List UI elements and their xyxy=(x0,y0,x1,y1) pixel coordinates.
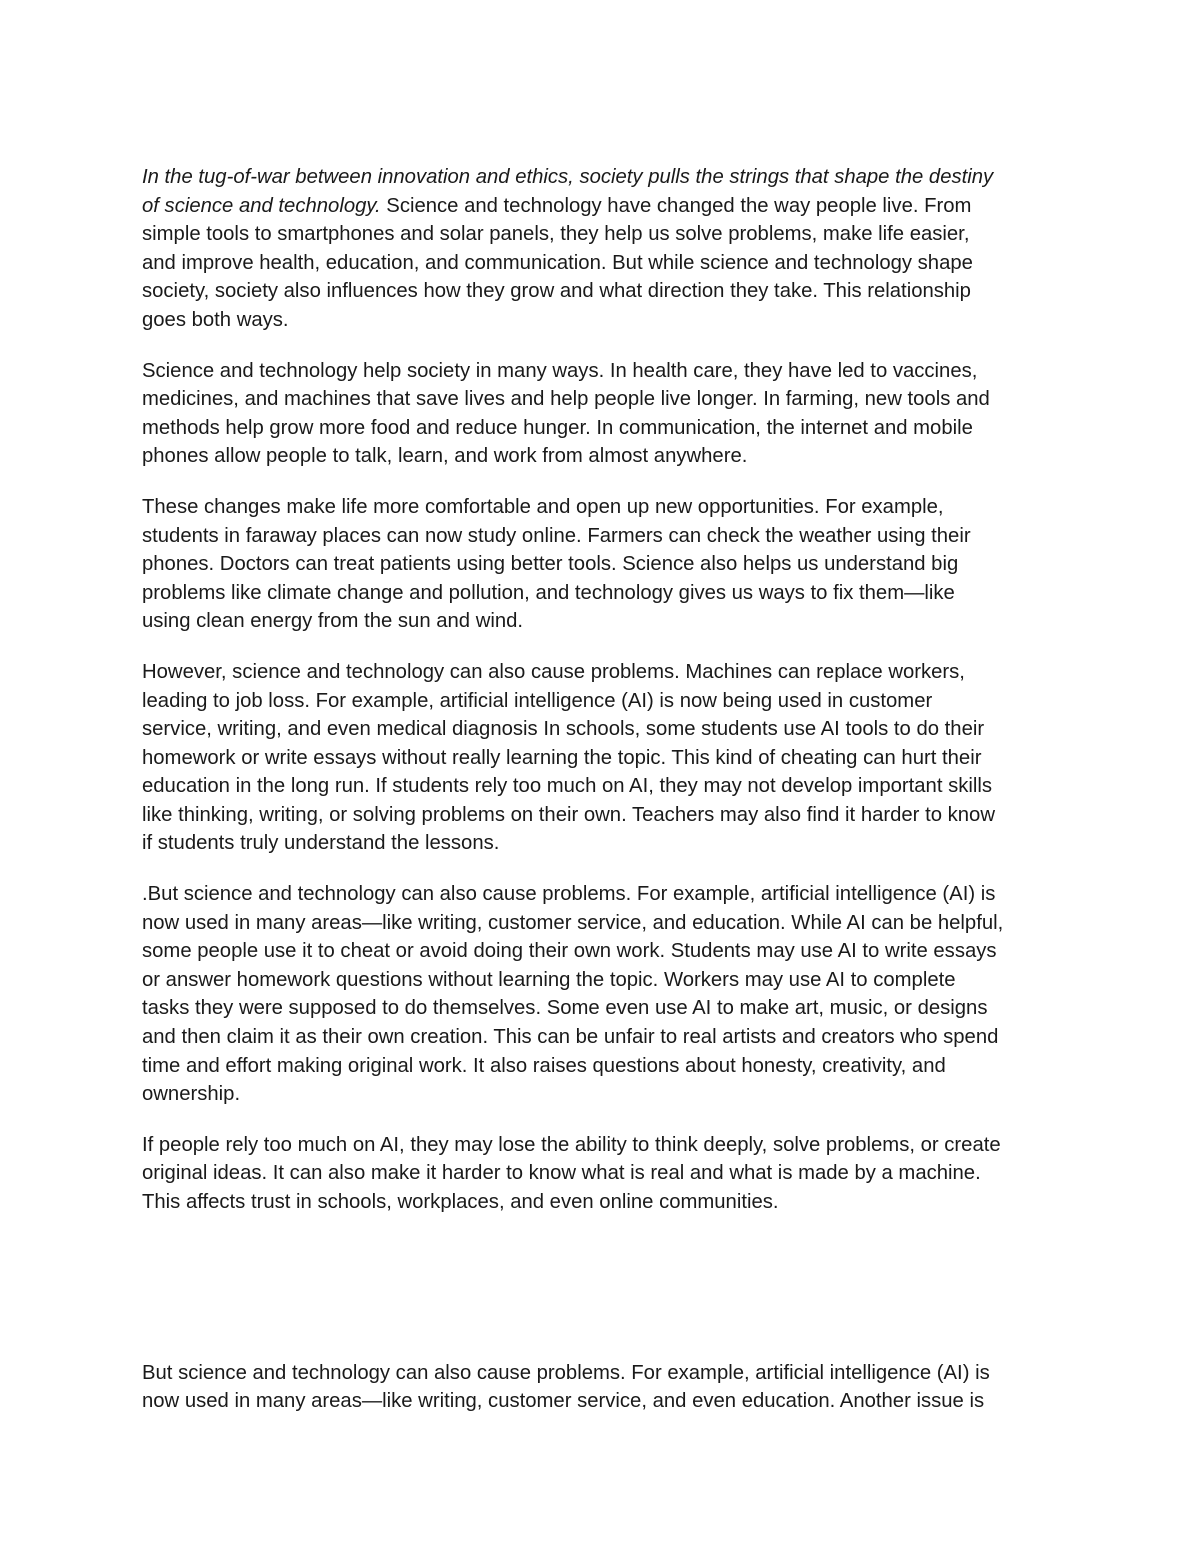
text-run: service, writing, and even medical diagnosis In schools, some students use AI tools to do their xyxy=(142,718,985,741)
paragraph xyxy=(142,880,1072,1109)
text-line xyxy=(142,522,1072,551)
text-run: education in the long run. If students rely too much on AI, they may not develop important skills xyxy=(142,775,993,798)
text-run: Science and technology have changed the way people live. From xyxy=(380,194,972,217)
text-run: goes both ways. xyxy=(142,308,289,331)
text-run: simple tools to smartphones and solar panels, they help us solve problems, make life easier, xyxy=(142,223,970,246)
text-line xyxy=(142,277,1072,306)
text-run: time and effort making original work. It also raises questions about honesty, creativity, and xyxy=(142,1054,946,1077)
text-line xyxy=(142,801,1072,830)
text-line xyxy=(142,994,1072,1023)
paragraph xyxy=(142,357,1072,471)
text-run: or answer homework questions without learning the topic. Workers may use AI to complete xyxy=(142,968,956,991)
text-run: homework or write essays without really learning the topic. This kind of cheating can hurt their xyxy=(142,746,982,769)
text-run: medicines, and machines that save lives and help people live longer. In farming, new tools and xyxy=(142,388,990,411)
blank-space xyxy=(142,1239,1072,1359)
text-run: using clean energy from the sun and wind. xyxy=(142,610,524,633)
text-run: ownership. xyxy=(142,1083,241,1106)
text-line xyxy=(142,658,1072,687)
text-run: original ideas. It can also make it harder to know what is real and what is made by a machine. xyxy=(142,1162,981,1185)
text-run: phones allow people to talk, learn, and work from almost anywhere. xyxy=(142,445,748,468)
text-line xyxy=(142,357,1072,386)
paragraph xyxy=(142,658,1072,858)
paragraph xyxy=(142,163,1072,335)
text-run: If people rely too much on AI, they may lose the ability to think deeply, solve problems, or create xyxy=(142,1133,1001,1156)
text-line xyxy=(142,1188,1072,1217)
text-line xyxy=(142,687,1072,716)
text-line xyxy=(142,220,1072,249)
text-line xyxy=(142,192,1072,221)
text-run: and improve health, education, and communication. But while science and technology shape xyxy=(142,251,973,274)
text-line xyxy=(142,249,1072,278)
text-line xyxy=(142,937,1072,966)
text-line xyxy=(142,1387,1072,1416)
text-line xyxy=(142,772,1072,801)
text-line xyxy=(142,442,1072,471)
document-body xyxy=(142,163,1072,1438)
text-line xyxy=(142,1052,1072,1081)
text-line xyxy=(142,385,1072,414)
text-run: .But science and technology can also cause problems. For example, artificial intelligence (AI) is xyxy=(142,883,996,906)
text-line xyxy=(142,550,1072,579)
text-run: now used in many areas—like writing, customer service, and even education. Another issue is xyxy=(142,1390,985,1413)
text-line xyxy=(142,306,1072,335)
text-run: society, society also influences how they grow and what direction they take. This relationship xyxy=(142,280,971,303)
paragraph xyxy=(142,1359,1072,1416)
text-line xyxy=(142,1359,1072,1388)
text-line xyxy=(142,1131,1072,1160)
text-line xyxy=(142,715,1072,744)
text-line xyxy=(142,579,1072,608)
text-run: But science and technology can also cause problems. For example, artificial intelligence (AI) is xyxy=(142,1361,990,1384)
text-run: some people use it to cheat or avoid doing their own work. Students may use AI to write essays xyxy=(142,940,997,963)
text-line xyxy=(142,1023,1072,1052)
text-run: However, science and technology can also cause problems. Machines can replace workers, xyxy=(142,660,965,683)
text-run: problems like climate change and pollution, and technology gives us ways to fix them—like xyxy=(142,581,955,604)
text-run: now used in many areas—like writing, customer service, and education. While AI can be helpful, xyxy=(142,911,1004,934)
text-run: Science and technology help society in many ways. In health care, they have led to vaccines, xyxy=(142,359,978,382)
text-run: tasks they were supposed to do themselves. Some even use AI to make art, music, or designs xyxy=(142,997,988,1020)
text-line xyxy=(142,607,1072,636)
text-line xyxy=(142,909,1072,938)
text-run: and then claim it as their own creation. This can be unfair to real artists and creators who spend xyxy=(142,1026,999,1049)
paragraph xyxy=(142,1131,1072,1217)
text-line xyxy=(142,744,1072,773)
text-run: These changes make life more comfortable and open up new opportunities. For example, xyxy=(142,495,944,518)
text-run: leading to job loss. For example, artificial intelligence (AI) is now being used in customer xyxy=(142,689,933,712)
text-line xyxy=(142,493,1072,522)
italic-text-run: of science and technology. xyxy=(142,194,381,217)
text-run: phones. Doctors can treat patients using better tools. Science also helps us understand big xyxy=(142,553,959,576)
text-run: methods help grow more food and reduce hunger. In communication, the internet and mobile xyxy=(142,416,973,439)
text-line xyxy=(142,414,1072,443)
text-line xyxy=(142,829,1072,858)
text-line xyxy=(142,1080,1072,1109)
text-run: like thinking, writing, or solving problems on their own. Teachers may also find it harder to know xyxy=(142,803,995,826)
text-run: students in faraway places can now study online. Farmers can check the weather using their xyxy=(142,524,971,547)
text-line xyxy=(142,1159,1072,1188)
text-line xyxy=(142,880,1072,909)
text-run: This affects trust in schools, workplaces, and even online communities. xyxy=(142,1191,779,1213)
text-line xyxy=(142,966,1072,995)
italic-text-run: In the tug-of-war between innovation and ethics, society pulls the strings that shape the destiny xyxy=(142,166,994,188)
text-run: if students truly understand the lessons. xyxy=(142,832,500,855)
paragraph xyxy=(142,493,1072,636)
text-line xyxy=(142,163,1072,192)
